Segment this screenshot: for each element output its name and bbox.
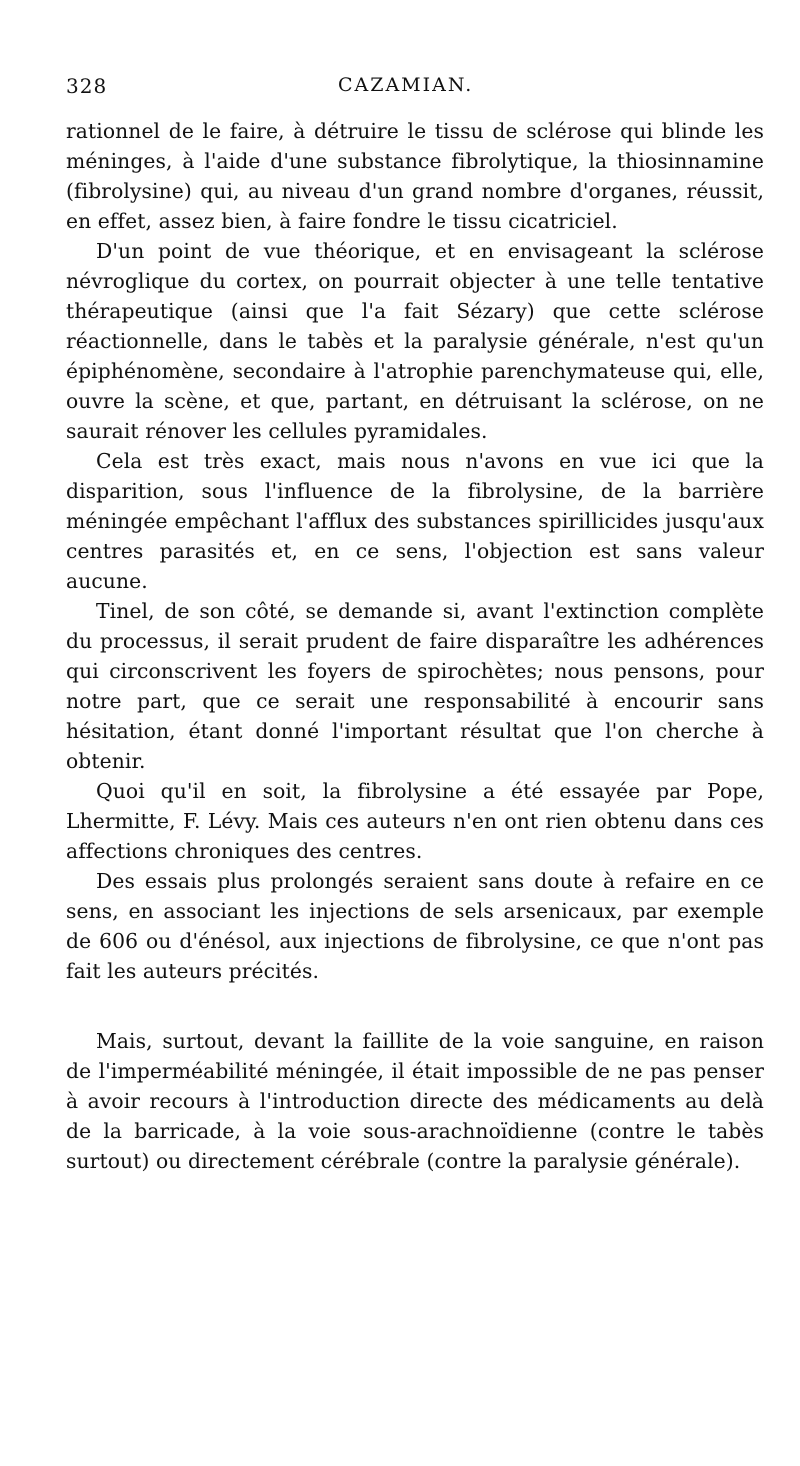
paragraph-direct-route: Mais, surtout, devant la faillite de la voie sanguine, en raison de l'imperméabilité méningée, il était impossible de ne pas penser à avoir recours à l'introduction directe des médicaments au delà de la barricade, à la voie sous-arachnoïdienne (contre le tabès surtout) ou directement cérébrale (contre la paralysie générale). (66, 1029, 764, 1173)
paragraph-response: Cela est très exact, mais nous n'avons en vue ici que la disparition, sous l'influence de la fibrolysine, de la barrière méningée empêchant l'afflux des substances spirillicides jusqu'aux centres parasités et, en ce sens, l'objection est sans valeur aucune. (66, 449, 764, 593)
paragraph-continuation: rationnel de le faire, à détruire le tissu de sclérose qui blinde les méninges, à l'aide d'une substance fibrolytique, la thiosinnamine (fibrolysine) qui, au niveau d'un grand nombre d'organes, réussit, en effet, assez bien, à faire fondre le tissu cicatriciel. (66, 119, 764, 233)
paragraph-theoretical-objection: D'un point de vue théorique, et en envisageant la sclérose névroglique du cortex, on pourrait objecter à une telle tentative thérapeutique (ainsi que l'a fait Sézary) que cette sclérose réactionnelle, dans le tabès et la paralysie générale, n'est qu'un épiphénomène, secondaire à l'atrophie parenchymateuse qui, elle, ouvre la scène, et que, partant, en détruisant la sclérose, on ne saurait rénover les cellules pyramidales. (66, 239, 764, 443)
body-text (66, 116, 764, 1176)
page-number: 328 (66, 74, 108, 98)
paragraph-fibrolysine-trials: Quoi qu'il en soit, la fibrolysine a été essayée par Pope, Lhermitte, F. Lévy. Mais ces auteurs n'en ont rien obtenu dans ces affections chroniques des centres. (66, 779, 764, 863)
running-head (66, 74, 766, 104)
paragraph-further-trials: Des essais plus prolongés seraient sans doute à refaire en ce sens, en associant les injections de sels arsenicaux, par exemple de 606 ou d'énésol, aux injections de fibrolysine, ce que n'ont pas fait les auteurs précités. (66, 869, 764, 983)
paragraph-tinel: Tinel, de son côté, se demande si, avant l'extinction complète du processus, il serait prudent de faire disparaître les adhérences qui circonscrivent les foyers de spirochètes; nous pensons, pour notre part, que ce serait une responsabilité à encourir sans hésitation, étant donné l'important résultat que l'on cherche à obtenir. (66, 599, 764, 773)
running-title: CAZAMIAN. (338, 74, 474, 96)
